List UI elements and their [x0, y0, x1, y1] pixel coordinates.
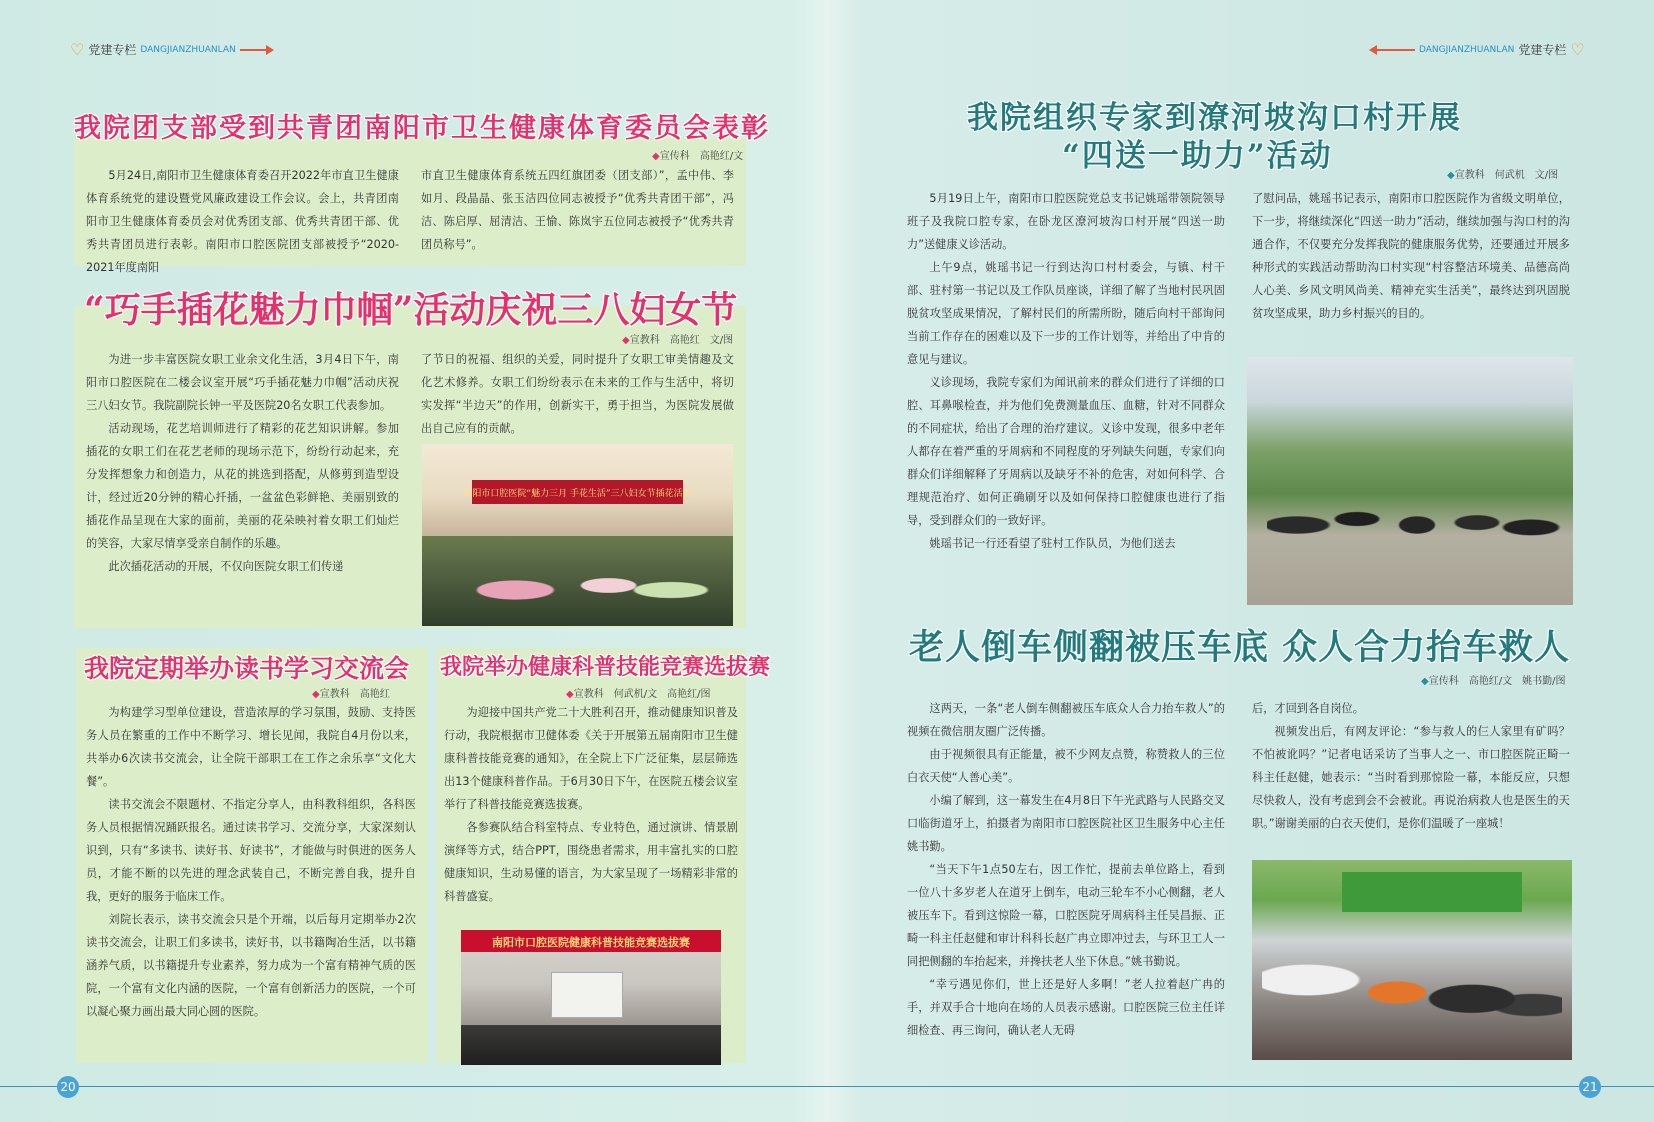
article-text-honor-col2: 市直卫生健康体育系统五四红旗团委（团支部）”，孟中伟、李如月、段晶晶、张玉洁四位同志被授予“优秀共青团干部”，冯洁、陈启厚、屈清洁、王愉、陈岚宇五位同志被授予“优秀共青团员称号”。 — [421, 169, 734, 251]
group-walking — [1267, 453, 1567, 573]
photo-village-visit — [1247, 357, 1573, 605]
heart-icon: ♡ — [1570, 40, 1585, 59]
byline-contest: ◆宣教科 何武机/文 高艳红/图 — [566, 689, 711, 700]
article-text-village-col2: 了慰问品，姚瑶书记表示，南阳市口腔医院作为省级文明单位，下一步，将继续深化“四送一助力”活动，继续加强与沟口村的沟通合作，不仅要充分发挥我院的健康服务优势，还要通过开展多种形式的实践活动帮助沟口村实现“村容整洁环境美、品德高尚人心美、乡风文明风尚美、精神充实生活美”，最终达到巩固脱贫攻坚成果，助力乡村振兴的目的。 — [1252, 192, 1570, 320]
footer-rule-left — [0, 1086, 827, 1087]
article-title-village-line2: “四送一助力”活动 — [1062, 138, 1333, 174]
article-title-contest: 我院举办健康科普技能竞赛选拔赛 — [440, 654, 771, 680]
article-text-contest: 为迎接中国共产党二十大胜利召开，推动健康知识普及行动，我院根据市卫健体委《关于开展第五届南阳市卫生健康科普技能竞赛的通知》，在全院上下广泛征集，层层筛选出13个健康科普作品。于6月30日下午，在医院五楼会议室举行了科普技能竞赛选拔赛。 各参赛队结合科室特点、专业特色，通过演讲、情景剧演绎等方式，结合PPT，围绕患者需求，用丰富扎实的口腔健康知识，生动易懂的语言，为大家呈现了一场精彩非常的科普盛宴。 — [444, 706, 738, 903]
projection-screen — [551, 972, 623, 1018]
column-header-left — [70, 40, 268, 59]
byline-village: ◆宣教科 何武机 文/图 — [1447, 170, 1559, 181]
header-arrow-icon — [240, 49, 268, 51]
event-banner-text: 南阳市口腔医院“魅力三月 手花生活”三八妇女节插花活动 — [463, 489, 692, 499]
article-text-village-col1: 5月19日上午，南阳市口腔医院党总支书记姚瑶带领院领导班子及我院口腔专家，在卧龙区潦河坡沟口村开展“四送一助力”送健康义诊活动。 上午9点，姚瑶书记一行到达沟口村村委会，与镇、村干部、驻村第一书记以及工作队员座谈，详细了解了当地村民巩固脱贫攻坚成果情况，了解村民们的所需所盼，随后向村干部询问当前工作存在的困难以及下一步的工作计划等，并给出了中肯的意见与建议。 义诊现场，我院专家们为闻讯前来的群众们进行了详细的口腔、耳鼻喉检查，并为他们免费测量血压、血糖，针对不同群众的不同症状，给出了合理的治疗建议。义诊中发现，很多中老年人都存在着严重的牙周病和不同程度的牙列缺失问题，专家们向群众们详细解释了牙周病以及缺牙不补的危害，对如何科学、合理规范治疗、如何正确刷牙以及如何保持口腔健康也进行了指导，受到群众们的一致好评。 姚瑶书记一行还看望了驻村工作队员，为他们送去 — [907, 192, 1225, 550]
header-arrow-icon — [1375, 49, 1415, 51]
article-title-village-line1: 我院组织专家到潦河坡沟口村开展 — [967, 100, 1462, 136]
photo-contest — [461, 930, 721, 1065]
article-text-rescue-col2: 后，才回到各自岗位。 视频发出后，有网友评论：“参与救人的仨人家里有矿吗？不怕被讹吗？”记者电话采访了当事人之一、市口腔医院正畸一科主任赵健，她表示：“当时看到那惊险一幕，本能反应，只想尽快救人，没有考虑到会不会被讹。再说治病救人也是医生的天职。”谢谢美丽的白衣天使们，是你们温暖了一座城！ — [1252, 702, 1570, 830]
footer-rule-right — [827, 1086, 1654, 1087]
byline-reading: ◆宣教科 高艳红 — [312, 689, 390, 700]
column-title: 党建专栏 — [88, 43, 137, 57]
article-title-rescue: 老人倒车侧翻被压车底 众人合力抬车救人 — [909, 627, 1571, 668]
article-title-reading: 我院定期举办读书学习交流会 — [84, 654, 410, 683]
photo-flower-event — [422, 444, 733, 626]
article-text-flower-col2: 了节日的祝福、组织的关爱，同时提升了女职工审美情趣及文化艺术修养。女职工们纷纷表示在未来的工作与生活中，将切实发挥“半边天”的作用，创新实干，勇于担当，为医院发展做出自己应有的贡献。 — [421, 353, 734, 435]
article-text-honor-col1: 5月24日,南阳市卫生健康体育委召开2022年市直卫生健康体育系统党的建设暨党风廉政建设工作会议。会上，共青团南阳市卫生健康体育委员会对优秀团支部、优秀共青团干部、优秀共青团员进行表彰。南阳市口腔医院团支部被授予“2020-2021年度南阳 — [86, 169, 399, 274]
column-title-en: DANGJIANZHUANLAN — [140, 44, 236, 55]
contest-banner-text: 南阳市口腔医院健康科普技能竞赛选拔赛 — [492, 936, 690, 949]
column-title-en: DANGJIANZHUANLAN — [1419, 44, 1515, 55]
audience — [461, 1025, 721, 1065]
page-number-right: 21 — [1579, 1076, 1601, 1098]
byline-honor: ◆宣传科 高艳红/文 — [652, 151, 744, 162]
photo-rescue — [1252, 860, 1572, 1060]
rescue-people — [1262, 930, 1562, 1055]
article-text-reading: 为构建学习型单位建设，营造浓厚的学习氛围，鼓励、支持医务人员在繁重的工作中不断学习、增长见闻，我院自4月份以来，共举办6次读书交流会，让全院干部职工在工作之余乐享“文化大餐”。 读书交流会不限题材、不指定分享人，由科教科组织，各科医务人员根据情况踊跃报名。通过读书学习、交流分享，大家深刻认识到，只有“多读书、读好书、好读书”，才能做与时俱进的医务人员，才能不断的以先进的理念武装自己，不断完善自我，提升自我，更好的服务于临床工作。 刘院长表示，读书交流会只是个开端，以后每月定期举办2次读书交流会，让职工们多读书，读好书，以书籍陶冶生活，以书籍涵养气质，以书籍提升专业素养，努力成为一个富有精神气质的医院，一个富有文化内涵的医院，一个富有创新活力的医院，一个可以凝心聚力画出最大同心圆的医院。 — [86, 706, 416, 1018]
byline-flower: ◆宣教科 高艳红 文/图 — [622, 335, 734, 346]
article-title-honor: 我院团支部受到共青团南阳市卫生健康体育委员会表彰 — [74, 113, 770, 144]
page-number-left: 20 — [57, 1076, 79, 1098]
right-page — [827, 0, 1654, 1122]
column-header-right — [1375, 40, 1585, 59]
article-title-flower: “巧手插花魅力巾帼”活动庆祝三八妇女节 — [84, 289, 738, 331]
heart-icon: ♡ — [70, 40, 85, 59]
byline-rescue: ◆宣传科 高艳红/文 姚书勤/图 — [1421, 676, 1566, 687]
people-with-flowers — [422, 536, 733, 626]
column-title: 党建专栏 — [1518, 43, 1567, 57]
article-text-flower-col1: 为进一步丰富医院女职工业余文化生活，3月4日下午，南阳市口腔医院在二楼会议室开展“巧手插花魅力巾帼”活动庆祝三八妇女节。我院副院长钟一平及医院20名女职工代表参加。 活动现场，花艺培训师进行了精彩的花艺知识讲解。参加插花的女职工们在花艺老师的现场示范下，纷纷行动起来，充分发挥想象力和创造力，从花的挑选到搭配，从修剪到造型设计，经过近20分钟的精心扦插，一盆盆色彩鲜艳、美丽别致的插花作品呈现在大家的面前，美丽的花朵映衬着女职工们灿烂的笑容，大家尽情享受亲自制作的乐趣。 此次插花活动的开展，不仅向医院女职工们传递 — [86, 353, 399, 573]
article-text-rescue-col1: 这两天，一条“老人倒车侧翻被压车底众人合力抬车救人”的视频在微信朋友圈广泛传播。 由于视频很具有正能量，被不少网友点赞，称赞救人的三位白衣天使“人善心美”。 小编了解到，这一幕发生在4月8日下午光武路与人民路交叉口临街道牙上，拍摄者为南阳市口腔医院社区卫生服务中心主任姚书勤。 “当天下午1点50左右，因工作忙，提前去单位路上，看到一位八十多岁老人在道牙上倒车，电动三轮车不小心侧翻，老人被压车下。看到这惊险一幕，口腔医院牙周病科主任吴昌振、正畸一科主任赵健和审计科科长赵广冉立即冲过去，与环卫工人一同把侧翻的车抬起来，并搀扶老人坐下休息。”姚书勤说。 “幸亏遇见你们，世上还是好人多啊！”老人拉着赵广冉的手，并双手合十地向在场的人员表示感谢。口腔医院三位主任详细检查、再三询问，确认老人无碍 — [907, 702, 1225, 1037]
bus — [1342, 872, 1522, 912]
